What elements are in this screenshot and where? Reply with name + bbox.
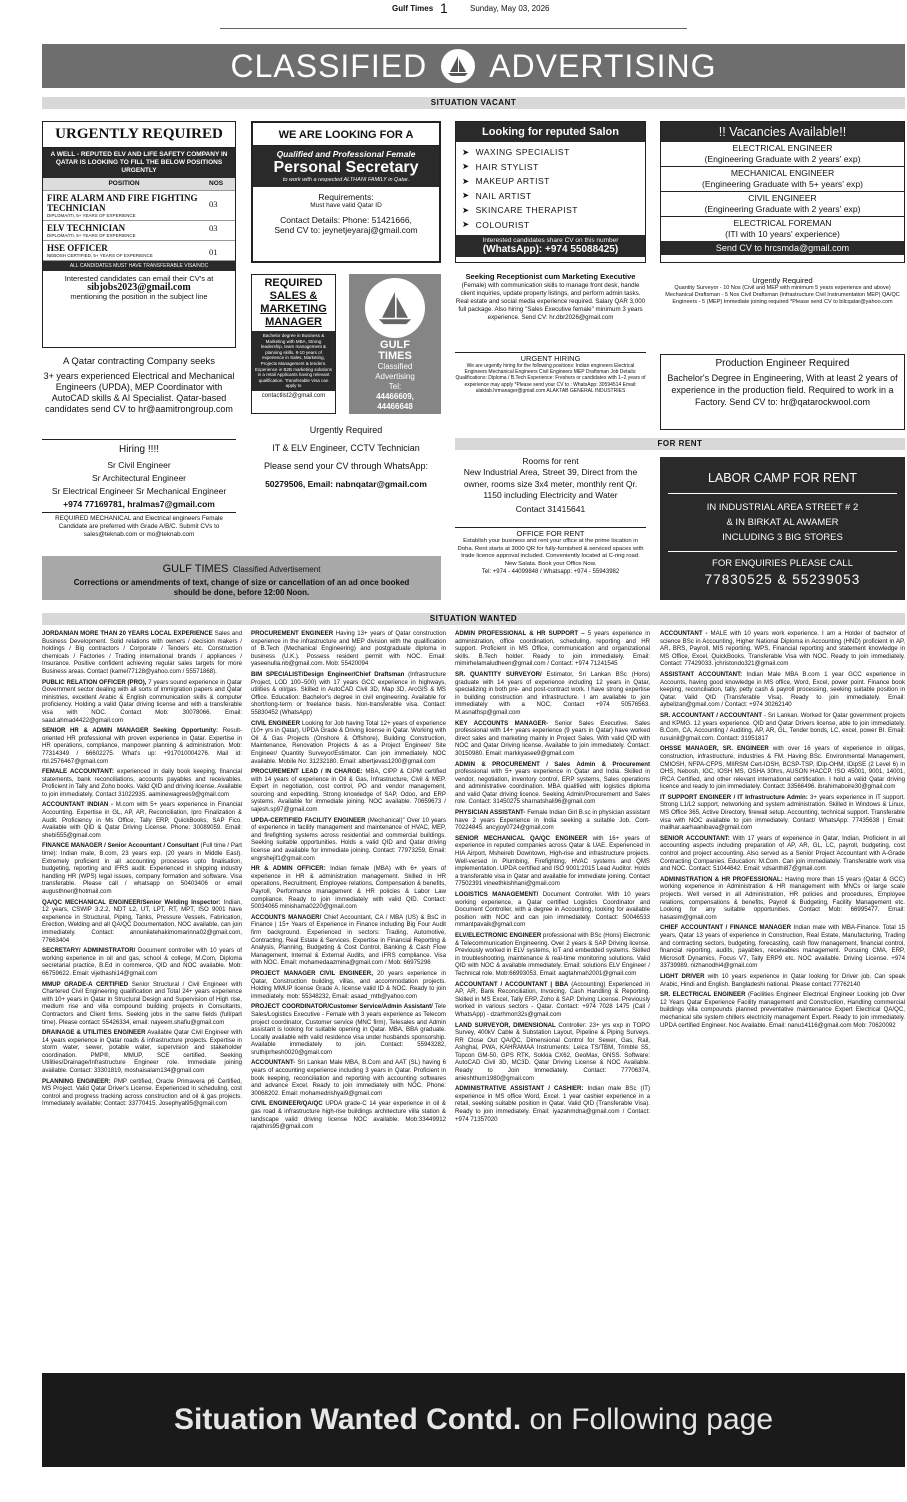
section-situation-wanted: SITUATION WANTED <box>42 613 905 625</box>
wanted-listing <box>455 671 650 717</box>
wanted-listing <box>251 720 446 766</box>
list-item <box>462 189 639 204</box>
wanted-listing <box>455 932 650 978</box>
wanted-listing <box>660 924 905 970</box>
listing-text: Sales and Business Development. Solid relations with owners / decision makers / holdings / Big contractors / Corporate / Tenders etc. Construction chemicals / Factories / Trading international brands / appliances / Insurance. Positive confident achieving regular sales targets for more Business areas. Contact (kamel77128@yahoo.com / 55571868). <box>42 630 242 675</box>
listing-heading: SENIOR ACCOUNTANT: <box>660 834 730 842</box>
listing-text: professional with BSc (Hons) Electronic & Telecommunication Engineering. Over 2 years & SAP Driving license. Previously worked in ELV systems, IoT and embedded systems. Skilled in troubleshooting, maintenance & real-time monitoring solutions. Valid QID with NOC & available immediately. Email: solutions ELV Engineer / Technical role. Mob:66993053. Email: aagtahmah2001@gmail.com <box>455 931 650 977</box>
wanted-column-3 <box>455 630 650 1370</box>
listing-text: (Accounting) Experienced in AP, AR, Bank Reconciliation, Invoicing, Cash Handling & Reporting. Skilled in MS Excel, Tally ERP, Zoho & SAP. Driving License. Previously worked in various sectors - Qatar. Contact: +974 7028 1475 (Call / WhatsApp) - dzarhmon32s@gmail.com <box>455 980 650 1018</box>
ad-title: MARKETING <box>260 303 327 315</box>
ad-body: Establish your business and rent your office at the prime location in Doha. Rent starts at 3000 QR for fully-furnished & serviced spaces with trade licence approval included. Conveniently located at C-ring road. New Salata. Book your Office Now. <box>457 538 644 567</box>
listing-heading: PLANNING ENGINEER: <box>42 1077 111 1085</box>
wanted-listing <box>42 899 242 945</box>
footer-text-1: Situation Wanted Contd. <box>173 1403 522 1436</box>
ad-elv-engineer <box>251 425 441 505</box>
listing-text: Controller: 23+ yrs exp in TOPO Survey, 400kV Cable & Substation Layout, Pipeline & Piping Surveys. RR Close Out QA/QC, Dimensional Control for Sewer, Gas, Rail, Ashghal, PWA, KAHRAMAA Instruments: Leica TS/TBM, Trimble S5, Topcon GM-50, GPS RTK, Sokkia CX62, GeoMax, GNSS. Software: AutoCAD Civil 3D, MC3D. Qatar Driving License & NOC Available. Ready to Join Immediately. Contact: 77706374, anieshthum1980@gmail.com <box>455 1021 650 1082</box>
listing-heading: PROCUREMENT LEAD / IN CHARGE: <box>251 768 363 776</box>
listing-text: Looking for Job having Total 12+ years of experience (10+ yrs in Qatar), UPDA Grade & Driving license in Qatar. Working with Oil & Gas Projects (Onshore & Offshore), Building Construction, Maintenance, Renovation Projects & as a Project Engineer/ Site Engineer/ Quantity Surveyor/Estimator. Can join immediately. NOC available. Mobile No: 31232180. Email: albertjevas1200@gmail.com <box>251 719 446 765</box>
listing-text: 20 years experience in Qatar, Construction building, villas, and accommodation projects. Holding MMUP license Grade A. license valid ID & NOC. Ready to join immediately. mob: 55348232, Email: asaad_mtb@yahoo.com <box>251 969 446 1000</box>
listing-heading: MMUP GRADE-A CERTIFIED <box>42 980 129 988</box>
arrow-icon: ➤ <box>462 161 470 172</box>
wanted-listing <box>251 865 446 911</box>
listing-text: Indian female (MBA) with 6+ years of experience in HR & administration management. Skilled in HR operations, Recruitment, Employee relations, Compensation & benefits, Payroll, Performance management & HR policies & Labor Law compliance. Ready to join immediately with valid QID. Contact: 50034065 minishama0220@gmail.com <box>251 865 446 911</box>
listing-text: 7 years sound experience in Qatar Government sector dealing with all sorts of immigration papers and Qatar ministries, excellent Arabic & English communication skills & computer proficiency. Holding a valid Qatar driving license and with a transferable visa with NOC. Contact Mob: 30078066. Email: saad.ahmad4422@gmail.com <box>42 678 242 724</box>
table-row <box>43 191 235 221</box>
ad-work: to work with a respected ALTHANI FAMILY in Qatar. <box>282 177 410 183</box>
listing-text: Indian Male MBA B.com 1 year GCC experience in Accounts, having good knowledge in MS office, Word, Excel, power point. Finance book keeping, reconciliation, tally, petty cash & payroll processing, seeking suitable position in Qatar. Valid QID (Transferable Visa). Ready to join immediately. Email: aybelizan@gmail.com / Contact: +974 30262140 <box>660 670 905 709</box>
listing-text: MBA, CIPP & CIPM certified with 14 years of experience in Oil & Gas, Infrastructure, Civil & MEP. Expert in negotiation, cost control, PO and vendor management, sourcing and expediting. Strong knowledge of SAP, Odoo, and ERP systems. Available for immediate joining. NOC available. 70659673 / sajesh.sp97@gmail.com <box>251 768 446 814</box>
listing-heading: ACCOUNTS MANAGER/ <box>251 913 322 921</box>
contact-phone: Contact Details: Phone: 51421666, <box>280 215 412 225</box>
listing-heading: ADMIN PROFESSIONAL & HR SUPPORT – <box>455 630 585 637</box>
wanted-listing <box>455 1022 650 1083</box>
ad-body: (Female) with communication skills to manage front desk, handle client inquiries, update property listings, and perform admin tasks. Real estate and social media experience required. Salary QAR 3,000 full package. Also hiring "Sales Executive female" minimum 3 years experience. Send CV: hr.dbr2026@gmail.com <box>455 282 646 321</box>
arrow-icon: ➤ <box>462 190 470 201</box>
ad-contact: Contact 31415641 <box>515 503 586 514</box>
wanted-listing <box>660 712 905 742</box>
listing-text: Indian, 12 years, CSWIP 3.2.2, NDT L2, UT, LPT, RT, MPT, ISO 9001 have experience in Structural, Piping, Tanks, Pressure Vessels, Fabrication, Erection, Welding and all QA/QC Documentation, NOC available, can join immediately. Contact: annunilatehakimomarinna02@gmail.com, 77663404 <box>42 898 242 944</box>
ad-salon <box>455 121 646 263</box>
whatsapp-number: (WhatsApp): +974 55088425) <box>482 244 619 255</box>
ad-notice <box>42 556 441 600</box>
ad-title: LABOR CAMP FOR RENT <box>707 471 858 485</box>
listing-text: Indian male with MBA-Finance. Total 15 years, Qatar 13 years of experience in Construction, Real Estate, Manufacturing, Trading and contracting sectors, budgeting, forecasting, cash flow management, financial control, financial reporting, audits, payables, receivables management. Pursuing CMA, ERP, Microsoft Dynamics, Focus V7, Tally ERP9 etc. NOC available. Driving License. +974 33739989. nizhanodhi4@gmail.com <box>660 924 905 970</box>
wanted-listing <box>455 891 650 929</box>
wanted-listing <box>455 981 650 1019</box>
list-item <box>462 174 639 189</box>
promo-line: Advertising <box>375 372 415 381</box>
vacancy-role: ELECTRICAL ENGINEER <box>732 143 833 153</box>
ad-title: OFFICE FOR RENT <box>516 529 585 538</box>
listing-text: (Facilities Engineer Electrical Engineer Looking job Over 12 Years Qatar Experience Facility management and Construction, Handling commercial buildings villa compounds planned preventative maintenance Expert Electrical QA/QC, mechanical site system chillers electricity management Expert. Ready to join immediately. UPDA certified Engineer. Noc Available. Email: nanu14116@gmail.com Mob: 70620092 <box>660 991 905 1029</box>
list-item <box>661 217 904 241</box>
divider <box>668 493 897 494</box>
ad-mechanical-engineers <box>42 512 236 542</box>
listing-heading: KEY ACCOUNTS MANAGER- <box>455 719 549 727</box>
ad-title: Production Engineer Required <box>715 358 850 369</box>
ad-email: contactlist2@gmail.com <box>261 392 326 399</box>
listing-text: With 17 years of experience in Qatar, Indian, Proficient in all accounting aspects including preparation of AP, AR, GL, LC, payroll, budgeting, cost control and project accounting. Also served as a Senior Project Accountant with A-Grade Contracting Companies. Education: M.Com. Can join immediately. Transferable work visa and NOC. Contact: 51044642. Email: vdsanthi87@gmail.com <box>660 834 905 873</box>
ad-head: WE ARE LOOKING FOR A <box>253 123 439 146</box>
vacancy-requirement: (Engineering Graduate with 2 years' exp) <box>704 154 861 164</box>
wanted-listing <box>455 630 650 668</box>
ad-rooms-for-rent <box>455 456 646 522</box>
ad-title: !! Vacancies Available!! <box>661 122 904 142</box>
listing-heading: SR. ACCOUNTANT / ACCOUNTANT <box>660 711 763 719</box>
listing-text: Tele Sales/Logistics Executive - Female with 3 years experience as Telecom project coordinator, Customer service (MNC firm), Telesales and Admin assistant is looking for suitable opening in Qatar. MBA, BBA graduate. Locally available with valid residence visa under husbands sponsorship. Available immediately to join. Contact: 55943282, sruthiprhesh0020@gmail.com <box>251 1003 446 1056</box>
wanted-listing <box>42 801 242 839</box>
listing-heading: ADMINISTRATION & HR PROFESSIONAL: <box>660 875 783 883</box>
listing-heading: IT SUPPORT ENGINEER / IT Infrastructure Admin: <box>660 793 808 801</box>
listing-heading: ADMIN & PROCUREMENT / Sales Admin & Procurement <box>455 760 650 768</box>
listing-heading: HR & ADMIN OFFICER: <box>251 865 326 873</box>
ad-quantity-surveyor <box>660 276 905 344</box>
ad-line: INCLUDING 3 BIG STORES <box>722 532 843 543</box>
table-row <box>43 241 235 261</box>
position-name: FIRE ALARM AND FIRE FIGHTING TECHNICIAN <box>47 193 198 213</box>
listing-text: with over 16 years of experience in oil/gas, construction, infrastructure, industries & FM. Having BSc. Environmental Management, CMIOSH, NFPA-CFPS, MIIRSM Cert-IOSH, BCSP-TSP, IDip-OHM, IDipSE (2 Level 6) in OHS, Nebosh, IGC, IOSH MS, OSHA 30hrs, AUSON HACCP. ISO 45001, 9001, 14001, IRCA Certified, and other relevant international certification. I hold a valid Qatar driving licence and ready to join immediately. Contact: 33566496. ibrahimaboire30@gmail.com <box>660 745 905 791</box>
listing-text: UPDA grade-C 14 year experience in oil & gas road & infrastructure high-rise buildings architecture villa station & landscape valid driving license NOC available. Mob:33449912 rajathirs95@gmail.com <box>251 1100 446 1131</box>
wanted-listing <box>42 679 242 725</box>
wanted-listing <box>251 1003 446 1056</box>
ad-contact: Tel: +974 - 44099848 / Whatsapp: +974 - 55943982 <box>481 569 620 575</box>
wanted-listing <box>251 1059 446 1097</box>
ad-title: Rooms for rent <box>522 456 579 466</box>
wanted-listing <box>251 914 446 967</box>
promo-tel: 44466609, <box>376 392 414 401</box>
divider <box>668 551 897 552</box>
ad-body: Bachelor's Degree in Engineering, With at least 2 years of experience in the production field. Required to work in a Factory. Send CV to: hr@qatarockwool.com <box>667 373 898 407</box>
wanted-listing <box>42 768 242 798</box>
listing-heading: CIVIL ENGINEER <box>251 719 301 727</box>
listing-heading: DRAINAGE & UTILITIES ENGINEER <box>42 1029 146 1037</box>
footer-text-2: on Following page <box>529 1403 774 1436</box>
col-header-nos: NOS <box>205 178 235 191</box>
wanted-listing <box>42 1029 242 1075</box>
position-count: 01 <box>205 241 235 261</box>
listing-heading: LAND SURVEYOR, DIMENSIONAL <box>455 1021 556 1029</box>
banner-title-left: CLASSIFIED <box>230 47 428 84</box>
listing-heading: SENIOR HR & ADMIN MANAGER Seeking Opportunity: <box>42 727 219 735</box>
listing-heading: SENIOR MECHANICAL QA/QC ENGINEER <box>455 834 588 842</box>
classified-banner <box>42 44 905 88</box>
ad-title: Urgently Required <box>752 276 813 285</box>
send-cv: Send CV to hrcsmda@gmail.com <box>661 241 904 255</box>
position-count: 03 <box>205 191 235 221</box>
listing-heading: ELV/ELECTRONIC ENGINEER <box>455 931 542 939</box>
ad-title: MANAGER <box>265 316 322 328</box>
ad-line: & IN BIRKAT AL AWAMER <box>726 517 839 528</box>
listing-heading: BIM SPECIALIST/Design Engineer/Chief Draftsman <box>251 670 405 678</box>
listing-heading: PHYSICIAN ASSISTANT- <box>455 809 526 817</box>
listing-heading: QA/QC MECHANICAL ENGINEER/Senior Welding Inspector: <box>42 898 221 906</box>
listing-text: with 10 years experience in Qatar looking for Driver job. Can speak Arabic, Hindi and English. Bangladeshi national. Please contact 77762140 <box>660 972 905 988</box>
wanted-listing <box>42 842 242 895</box>
wanted-listing <box>42 947 242 977</box>
listing-text: Estimator, Sri Lankan BSc (Hons) graduate with 14 years of experience including 12 years in Qatar, specializing in both pre- and post-contract work. I have strong expertise in building construction and infrastructure. I am available to join immediately with a NOC. Contact +974 50576563. M.asnathsp@gmail.com <box>455 670 650 716</box>
salon-role: SKINCARE THERAPIST <box>475 205 578 216</box>
vacancy-role: CIVIL ENGINEER <box>748 193 817 203</box>
position-requirement: DIPLOMA/ITI, 5+ YEARS OF EXPERIENCE <box>47 213 136 218</box>
positions-table <box>43 178 235 261</box>
ad-title: Hiring !!!! <box>118 444 159 455</box>
ad-line: IN INDUSTRIAL AREA STREET # 2 <box>706 502 859 513</box>
listing-heading: ACCOUNTANT - <box>660 630 708 637</box>
listing-heading: SR. QUANTITY SURVEYOR/ <box>455 670 542 678</box>
listing-text: 5 years experience in administration, office coordination, scheduling, reporting and HR support. Proficient in MS Office, communication and organizational skills. B.Tech holder. Ready to join immediately. Email: mimirhelamaludheen@gmail.com / Contact: +974 71241545 <box>455 630 650 668</box>
list-item: Sr Electrical Engineer Sr Mechanical Engineer <box>51 486 227 496</box>
wanted-listing <box>660 630 905 668</box>
listing-text: professional with 5+ years experience in Qatar and India. Skilled in vendor, negotiation, inventory control, ERP systems, Sales operations and administrative coordination. MBA qualified with logistics diploma and valid Qatar driving licence. Seeking Admin/Procurement and Sales role. Contact: 31450275 sharnatshali96@gmail.com <box>455 768 650 806</box>
ad-contact: +974 77169781, hralmas7@gmail.com <box>63 499 215 509</box>
wanted-listing <box>455 809 650 832</box>
listing-heading: OHSSE MANAGER, SR. ENGINEER <box>660 745 769 753</box>
section-situation-vacant: SITUATION VACANT <box>42 97 905 109</box>
wanted-listing <box>660 745 905 791</box>
enquiry-phones: 77830525 & 55239053 <box>704 572 861 587</box>
list-item <box>462 203 639 218</box>
listing-text: Sri Lankan Male MBA, B.Com and AAT (SL) having 6 years of accounting experience including 3 years in Qatar. Proficient in book keeping, reconciliation and reporting with accounting softwares and advance Excel. Ready to join immediately with NOC. Phone: 30068202. Email: mohamedrishyai9@gmail.com <box>251 1059 446 1097</box>
masthead-rule <box>220 28 687 29</box>
listing-text: Senior Structural / Civil Engineer with Chartered Civil Engineering qualification and Total 24+ years experience with 10+ years in Qatar in Structural Design and Supervision of High rise, medium rise and villa compound building projects in Consultants, Contractors and Client firms. Seeking jobs in the same fields (full/part time). Please contact: 55426334, email: nayeem.shafiu@gmail.com <box>42 980 242 1026</box>
ad-body: Bachelor degree in Business & Marketing with MBA, Strong leadership, team management & planning skills, 8-10 years of experience in Sales, Marketing, Projects Management & tenders. Experience in B2B marketing solutions in a retail Applicants having relevant qualification. Transferable Visa can apply to <box>252 331 335 391</box>
requirements-text: Must have valid Qatar ID <box>310 202 382 209</box>
ad-title: SALES & <box>269 290 318 302</box>
wanted-column-2 <box>251 630 446 1370</box>
listing-text: Document controller with 10 years of working experience in oil and gas, school & college, M.Com, Diploma secretarial practice, B.Ed in commerce, QID and NOC available. Mob: 66759622. Email: vijethashi14@gmail.com <box>42 947 242 977</box>
listing-text: Female Indian Girl B.sc in physician assistant have 2 years Experience in India seeking a suitable Job. Cont- 70224845. ancyjoy0724@gmail.com <box>455 809 650 832</box>
listing-heading: ACCOUNTANT / ACCOUNTANT | BBA <box>455 980 569 988</box>
listing-text: Senior Sales Executive. Sales professional with 14+ years experience (9 years in Qatar) have worked direct sales and marketing mainly in Project Sales. With valid QID with NOC and Qatar Driving license. Available to join immediately. Contact: 30150980. Email: markkyasee9@gmail.com <box>455 719 650 757</box>
wanted-listing <box>455 720 650 758</box>
requirements-title: Requirements: <box>318 192 374 202</box>
ad-vacancies <box>660 121 905 263</box>
wanted-listing <box>251 671 446 717</box>
wanted-listing <box>42 727 242 765</box>
enquiry-line: FOR ENQUIRIES PLEASE CALL <box>712 558 853 569</box>
wanted-listing <box>455 1085 650 1123</box>
wanted-listing <box>660 835 905 873</box>
salon-role: NAIL ARTIST <box>475 190 532 201</box>
arrow-icon: ➤ <box>462 204 470 215</box>
notice-subtitle: Classified Advertisement <box>232 565 321 574</box>
wanted-listing <box>660 991 905 1029</box>
promo-tel-label: Tel: <box>388 382 402 391</box>
position-requirement: DIPLOMA/ITI, 5+ YEARS OF EXPERIENCE <box>47 233 136 238</box>
listing-text: 3+ years experience in IT support. Strong L1/L2 support, networking and system administration. Skilled in Windows & Linux, MS Office 365, Active Directory, firewall setup. Accounting, technical support. Transferable visa with NOC available to join immediately. Contact/ WhatsApp: 77435638 | Email: mailhar.aarhaanibava@gmail.com <box>660 793 905 832</box>
contact-email: Send CV to: jeynetjeyaraj@gmail.com <box>274 225 418 235</box>
listing-heading: LIGHT DRIVER <box>660 972 705 980</box>
ad-intro: A WELL - REPUTED ELV AND LIFE SAFETY COMPANY IN QATAR IS LOOKING TO FILL THE BELOW POSITIONS URGENTLY <box>43 148 235 178</box>
listing-heading: FINANCE MANAGER / Senior Accountant / Consultant <box>42 842 199 850</box>
listing-text: with 16+ years of experience in reputed companies across Qatar & UAE. Experienced in HIA Airport, Msheireb Downtown, High-rise and infrastructure projects. Well-versed in Plumbing, Firefighting, HVAC systems and QMS implementation. UPDA certified and ISO 9001:2015 Lead Auditor. Holds a transferable visa in Qatar and available for immediate joining. Contact 77502391 vineethkishhani@gmail.com <box>455 834 650 888</box>
listing-text: (Infrastructure Project, LOD 100–500) with 17 years GCC experience in highways, utilities & oil/gas. Skilled in AutoCAD Civil 3D, Map 3D, ArcGIS & MS Office. Education: Bachelor's degree in civil engineering. Available for short/long-term or freelance basis. Non-transferable visa. Contact: 55830452 (WhatsApp) <box>251 670 446 716</box>
listing-text: (Mechanical)" Over 10 years of experience in facility management and maintenance of HVAC, MEP, and firefighting systems across residential and commercial buildings. Seeking suitable opportunities. Holds a valid QID and Qatar driving license and available for immediate joining. Contact: 77973259, Email: engrshejif1@gmail.com <box>251 816 446 862</box>
wanted-listing <box>42 630 242 676</box>
visa-note: ALL CANDIDATES MUST HAVE TRANSFERABLE VISA/NOC <box>43 261 235 271</box>
listing-text: Having more than 15 years (Qatar & GCC) working experience in Administration & HR management with MNCs or large scale projects. Well versed in all Administration, HR policies and procedures, Employee relations, compensations & benefits, Payroll & Budgeting, Facility Management etc. Looking for any suitable opportunities. Contact Mob: 66995477. Email: hasasim@gmail.com <box>660 875 905 921</box>
wanted-listing <box>251 630 446 668</box>
section-for-rent: FOR RENT <box>455 438 905 450</box>
vacancy-requirement: (Engineering Graduate with 5+ years' exp) <box>702 179 863 189</box>
ad-body: New Industrial Area, Street 39, Direct from the owner, rooms size 3x4 meter, monthly rent Qr. 1150 including Electricity and Water <box>463 467 638 500</box>
brand-name: TIMES <box>378 350 412 362</box>
arrow-icon: ➤ <box>462 219 470 230</box>
listing-heading: SECRETARY/ ADMINISTRATOR/ <box>42 947 136 955</box>
wanted-listing <box>660 973 905 988</box>
ad-title: URGENTLY REQUIRED <box>43 122 235 148</box>
listing-heading: CHIEF ACCOUNTANT / FINANCE MANAGER <box>660 924 791 932</box>
wanted-column-4 <box>660 630 905 1370</box>
ad-body: We are urgently hiring for the following positions: Indian engineers Electrical Engineers Mechanical Engineers Civil Engineers MEP Draftsman Job Details: Qualifications: Diploma / B.Tech Experience: Freshers or candidates with 1–2 years of experience may apply *Please send your CV to : WhatsApp: 30594514 Email: alaktab.hrmanager@gmail.com ALAKTAB GENERAL INDUSTRIES <box>455 363 646 394</box>
list-item <box>661 192 904 217</box>
list-item <box>661 167 904 192</box>
wanted-listing <box>42 1078 242 1108</box>
apply-line-1: Interested candidates can email their CV's at <box>64 274 214 283</box>
listing-heading: ADMINISTRATIVE ASSISTANT / CASHIER: <box>455 1085 584 1093</box>
vacancy-requirement: (Engineering Graduate with 2 years' exp) <box>704 204 861 214</box>
wanted-listing <box>660 794 905 832</box>
salon-role: MAKEUP ARTIST <box>475 176 550 187</box>
ad-role: IT & ELV Engineer, CCTV Technician <box>272 443 420 453</box>
ad-title: URGENT HIRING <box>520 354 581 363</box>
table-row <box>43 221 235 241</box>
listing-text: M.com with 5+ years experience in Financial Accounting. Expertise in GL, AP, AR, Reconciliation, Ipro Finalization & Audit. Proficiency in Ms Office, Tally ERP, QuickBooks, SAP Fico. Available with QID & Qatar Driving License. Phone: 30089059. Email: shebi555@gmail.com <box>42 801 242 839</box>
ad-title: Urgently Required <box>309 425 383 435</box>
ad-personal-secretary <box>251 121 441 263</box>
ad-qualification: Qualified and Professional Female <box>276 149 416 159</box>
wanted-listing <box>251 768 446 814</box>
promo-line: Classified <box>377 362 413 371</box>
listing-text: Document Controller. With 10 years working experience, a Qatar certified Logistics Coordinator and Document Controller, with a degree in Accounting, looking for available position with NOC and can join immediately. Contact: 50046533 mmantpavaik@gmail.com <box>455 891 650 929</box>
ad-labor-camp <box>660 457 905 600</box>
ad-gulftimes-promo <box>349 274 441 414</box>
listing-text: Having 13+ years of Qatar construction experience in the infrastructure and MEP division with the qualification of B.Tech (Mechanical Engineering) and postgraduate diploma in business (U.K.). Possess resident permit with NOC. Email: yaseenulla.nb@gmail.com. Mob: 55420094 <box>251 630 446 668</box>
wanted-listing <box>42 981 242 1027</box>
list-item <box>462 145 639 160</box>
listing-text: experienced in daily book keeping, financial statements, bank reconciliations, accounts payables and receivables. Proficient in Tally and Zoho books. Valid QID and driving license. Available to join immediately. Contact 31022935. aaminewagrees9@gmail.com <box>42 768 242 798</box>
wanted-listing <box>660 876 905 922</box>
vacancy-role: ELECTRICAL FOREMAN <box>733 218 832 228</box>
share-line: Interested candidates share CV on this number <box>482 237 619 244</box>
list-item <box>462 218 639 233</box>
listing-heading: LOGISTICS MANAGEMENT/ <box>455 891 539 898</box>
vacancy-role: MECHANICAL ENGINEER <box>730 168 835 178</box>
listing-heading: ACCOUNTANT- <box>251 1059 296 1067</box>
wanted-listing <box>251 817 446 863</box>
ad-title: A Qatar contracting Company seeks <box>62 356 216 367</box>
listing-text: Indian male BSc (IT) experience in MS office Word, Excel. 1 year cashier experience in a retail, seeking suitable position in Qatar. Valid QID (Transferable Visa). Ready to join immediately. Email: iyazahmdna@gmail.com / Contact: +974 71357020 <box>455 1085 650 1123</box>
ad-production-engineer <box>660 354 905 430</box>
ad-contact: 50279506, Email: nabnqatar@gmail.com <box>265 479 427 489</box>
listing-heading: PROCUREMENT ENGINEER <box>251 630 334 637</box>
listing-text: (Full time / Part time): Indian male, B.com, 23 years exp. (20 years in Middle East). Extremely proficient in all accounting processes upto finalisation, budgeting, reporting and IFRS audit. Experienced in shipping industry handling HR (WPS) legal issues, company formation and software. Visa transferable. Please call / whatsapp on 50403406 or email augusthner@hotmail.com <box>42 842 242 895</box>
ad-title: REQUIRED <box>264 277 323 289</box>
wanted-listing <box>660 671 905 709</box>
wanted-listing <box>251 1100 446 1130</box>
ad-role: Personal Secretary <box>273 159 419 176</box>
listing-heading: CIVIL ENGINEER/QA/QC <box>251 1100 323 1108</box>
ad-receptionist <box>455 272 646 344</box>
listing-text: - Sri Lankan. Worked for Qatar government projects and KPMG. 12 years experience. QID and Qatar Drivers license, able to join immediately. B.Com, CA, Accounting / Auditing, AP, AR, GL, Tender bonds, LC, excel, power BI. Email: rusuinil@gmail.com. Contact: 31951817 <box>660 711 905 742</box>
listing-heading: PROJECT MANAGER CIVIL ENGINEER, <box>251 969 373 977</box>
listing-heading: ASSISTANT ACCOUNTANT: <box>660 670 743 678</box>
wanted-listing <box>455 835 650 888</box>
listing-text: Chief Accountant, CA / MBA (US) & BsC in Finance | 15+ Years of Experience in Finance including Big Four Audit firm background. Experienced in sectors: Trading, Automotive, Contracting, Real Estate & Services. Expertise in Financial Reporting & Analysis, Planning, Budgeting & Cost Control, Banking & Cash Flow Management, Internal & External Audits, and IFRS compliance. Visa with NOC. Email: mohamedaazmina@gmail.com / Mob: 66975296 <box>251 913 446 967</box>
page-number: 1 <box>440 0 448 16</box>
listing-heading: FEMALE ACCOUNTANT: <box>42 768 114 776</box>
listing-heading: ACCOUNTANT INDIAN - <box>42 801 114 809</box>
listing-text: MALE with 10 years work experience. I am a Holder of bachelor of science BSc in Accounting, Higher National Diploma in Accounting (HND) proficient in AP, AR, BRS, Payroll, MIS reporting, WPS, Financial reporting and statement knowledge in MS Office, Excel, QuickBooks. Transferable Visa with NOC. Ready to join immediately. Contact: 77429033. jchristondo321@gmail.com <box>660 630 905 668</box>
salon-role: WAXING SPECIALIST <box>475 147 570 158</box>
list-item: Sr Civil Engineer <box>107 460 171 470</box>
listing-heading: UPDA-CERTIFIED FACILITY ENGINEER <box>251 816 366 824</box>
wanted-listing <box>455 761 650 807</box>
notice-title: GULF TIMES <box>162 563 229 575</box>
listing-text: Available Qatar Civil Engineer with 14 years experience in Qatar roads & infrastructure projects. Expertise in storm water, sewer, potable water, supervision and stakeholder coordination. PMP®, MMUP, SCE certified. Seeking Utilities/Drainage/Infrastructure Engineer role. Immediate joining available. Contact: 33301819, moshaisalam134@gmail.com <box>42 1029 242 1075</box>
salon-role: COLOURIST <box>475 219 530 230</box>
list-item <box>462 160 639 175</box>
ad-send: Please send your CV through WhatsApp: <box>263 461 429 471</box>
ad-title: Seeking Receptionist cum Marketing Executive <box>465 272 636 281</box>
position-count: 03 <box>205 221 235 241</box>
masthead-top <box>0 0 907 44</box>
position-name: ELV TECHNICIAN <box>47 223 126 233</box>
listing-heading: PROJECT COORDINATOR/Customer Service/Admin Assistant/ <box>251 1003 433 1011</box>
ad-body: REQUIRED MECHANICAL and Electrical engineers Female Candidate are preferred with Grade A/B/C. Submit CVs to sales@teknab.com or mo@teknab.com <box>55 515 223 538</box>
ad-urgent-hiring <box>455 352 646 428</box>
ad-title: Looking for reputed Salon <box>456 122 645 142</box>
col-header-position: POSITION <box>43 178 205 191</box>
wanted-column-1 <box>42 630 242 1370</box>
apply-line-2: mentioning the position in the subject line <box>70 292 208 301</box>
ad-hiring <box>42 439 236 509</box>
list-item <box>661 142 904 167</box>
arrow-icon: ➤ <box>462 146 470 157</box>
listing-heading: PUBLIC RELATION OFFICER (PRO), <box>42 678 147 686</box>
position-name: HSE OFFICER <box>47 243 108 253</box>
promo-tel: 44466648 <box>377 402 413 411</box>
apply-email: sibjobs2023@gmail.com <box>87 282 191 293</box>
ad-body: 3+ years experienced Electrical and Mechanical Engineers (UPDA), MEP Coordinator with AutoCAD skills & AI Specialist. Qatar-based candidates send CV to hr@aamitrongroup.com <box>43 371 235 414</box>
list-item: Sr Architectural Engineer <box>91 473 187 483</box>
listing-text: Result-oriented HR professional with proven experience in Qatar. Expertise in HR operations, compliance, manpower planning & administration. Mob: 77314349 / 66602275. What's up: +917010004276. Mail id: rbl.2576467@gmail.com <box>42 727 242 765</box>
vacancy-requirement: (ITI with 10 years' experience) <box>725 229 840 239</box>
listing-heading: JORDANIAN MORE THAN 20 YEARS LOCAL EXPERIENCE <box>42 630 213 637</box>
ad-sales-marketing <box>251 274 336 414</box>
sailboat-logo-icon <box>441 49 475 83</box>
ad-body: Quantity Surveyor - 10 Nos (Civil and MEP with minimum 5 years experience and above) Mechanical Draftsman - 5 Nos Civil Draftsman (Infrastructure Civil Instrumentation MEP) QA/QC Engineers - 5 (MEP) Immediate joining required *Please send CV to bilcqatar@yahoo.com <box>665 285 900 305</box>
ad-urgently-required <box>42 121 236 348</box>
footer-continued-banner <box>42 1373 905 1467</box>
ad-office-for-rent <box>455 527 646 601</box>
brand-name: GULF <box>380 339 410 351</box>
salon-role: HAIR STYLIST <box>475 161 539 172</box>
ad-contracting-company <box>42 356 236 432</box>
wanted-listing <box>251 970 446 1000</box>
listing-heading: SR. ELECTRICAL ENGINEER <box>660 991 746 999</box>
arrow-icon: ➤ <box>462 175 470 186</box>
banner-title-right: ADVERTISING <box>489 47 717 84</box>
issue-date: Sunday, May 03, 2026 <box>470 4 550 13</box>
notice-body: Corrections or amendments of text, change of size or cancellation of an ad once booked should be done, before 12:00 Noon. <box>73 578 410 597</box>
position-requirement: NEBOSH CERTIFIED, 5+ YEARS OF EXPERIENCE <box>47 253 153 258</box>
publication-name: Gulf Times <box>392 4 434 13</box>
listing-text: PMP certified, Oracle Primavera p6 Certified, MS Project. Valid Qatar Driver's License. Experienced in scheduling, cost control and progress tracking across construction and oil & gas projects. Immediately available; Contact: 33770415. Josephyal95@gmail.com <box>42 1077 242 1108</box>
sailboat-icon <box>365 278 425 338</box>
